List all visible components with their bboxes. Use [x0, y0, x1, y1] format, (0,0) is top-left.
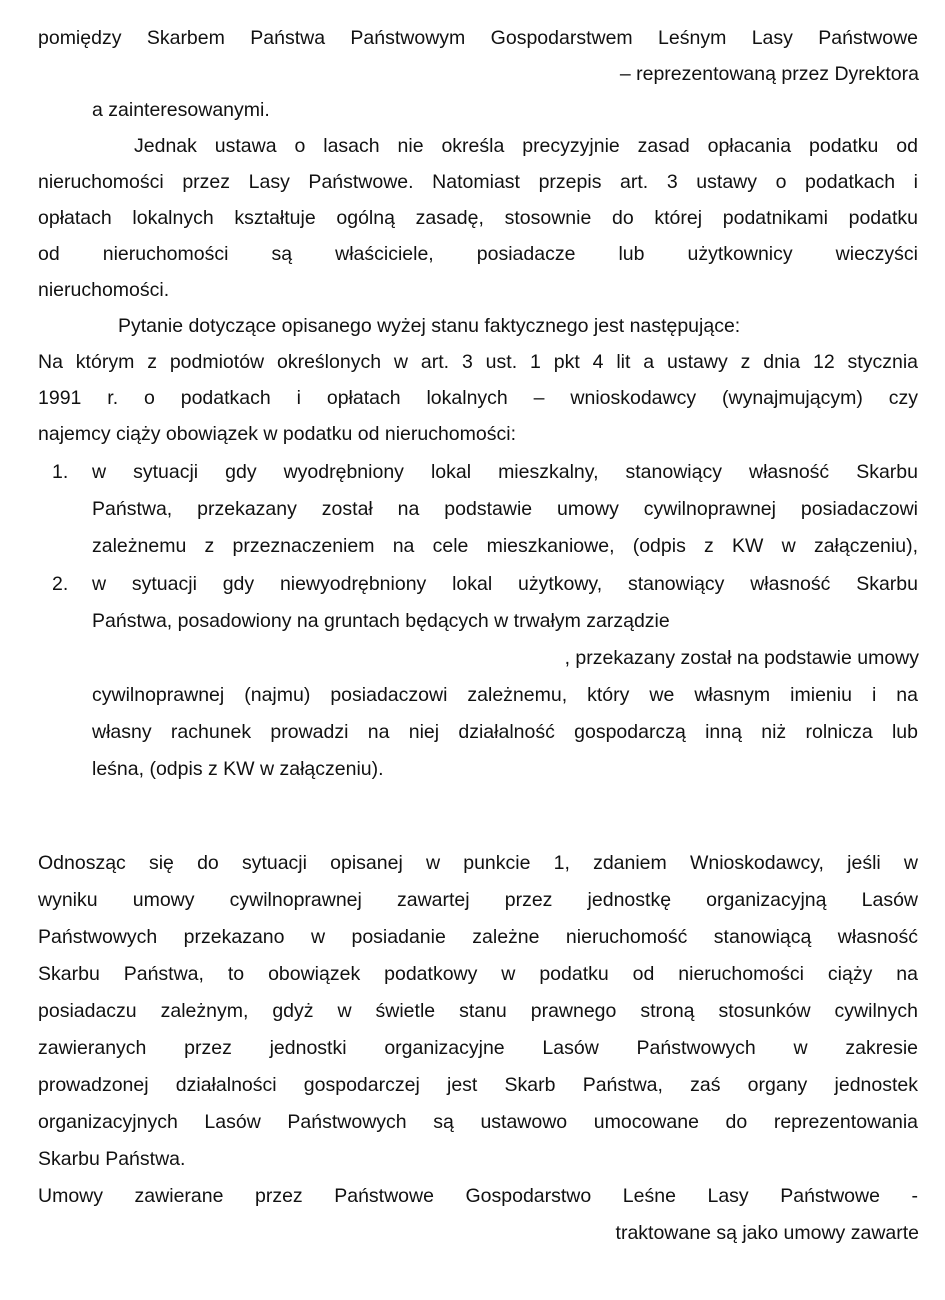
text-line: Skarbu Państwa, to obowiązek podatkowy w podatku od nieruchomości ciąży na	[38, 963, 918, 985]
text-line: Pytanie dotyczące opisanego wyżej stanu faktycznego jest następujące:	[118, 315, 741, 337]
text-line: nieruchomości.	[38, 279, 170, 301]
text-line: 1991 r. o podatkach i opłatach lokalnych – wnioskodawcy (wynajmującym) czy	[38, 387, 918, 409]
list-item-line: zależnemu z przeznaczeniem na cele mieszkaniowe, (odpis z KW w załączeniu),	[92, 535, 918, 557]
text-line: Odnosząc się do sytuacji opisanej w punkcie 1, zdaniem Wnioskodawcy, jeśli w	[38, 852, 918, 874]
text-line: – reprezentowaną przez Dyrektora	[619, 63, 919, 85]
text-line: wyniku umowy cywilnoprawnej zawartej przez jednostkę organizacyjną Lasów	[38, 889, 918, 911]
list-item-line: Państwa, posadowiony na gruntach będących w trwałym zarządzie	[92, 610, 670, 632]
list-item-line: w sytuacji gdy wyodrębniony lokal mieszkalny, stanowiący własność Skarbu	[92, 461, 918, 483]
text-line: organizacyjnych Lasów Państwowych są ustawowo umocowane do reprezentowania	[38, 1111, 918, 1133]
text-line: Na którym z podmiotów określonych w art. 3 ust. 1 pkt 4 lit a ustawy z dnia 12 stycznia	[38, 351, 918, 373]
text-line: najemcy ciąży obowiązek w podatku od nieruchomości:	[38, 423, 516, 445]
list-item-line: w sytuacji gdy niewyodrębniony lokal użytkowy, stanowiący własność Skarbu	[92, 573, 918, 595]
text-line: nieruchomości przez Lasy Państwowe. Natomiast przepis art. 3 ustawy o podatkach i	[38, 171, 918, 193]
text-line: prowadzonej działalności gospodarczej jest Skarb Państwa, zaś organy jednostek	[38, 1074, 918, 1096]
text-line: traktowane są jako umowy zawarte	[615, 1222, 919, 1244]
list-item-line: cywilnoprawnej (najmu) posiadaczowi zależnemu, który we własnym imieniu i na	[92, 684, 918, 706]
list-item-line: , przekazany został na podstawie umowy	[564, 647, 919, 669]
list-item-line: Państwa, przekazany został na podstawie umowy cywilnoprawnej posiadaczowi	[92, 498, 918, 520]
text-line: Umowy zawierane przez Państwowe Gospodarstwo Leśne Lasy Państwowe -	[38, 1185, 918, 1207]
text-line: pomiędzy Skarbem Państwa Państwowym Gospodarstwem Leśnym Lasy Państwowe	[38, 27, 918, 49]
list-item-line: własny rachunek prowadzi na niej działalność gospodarczą inną niż rolnicza lub	[92, 721, 918, 743]
text-line: Państwowych przekazano w posiadanie zależne nieruchomość stanowiącą własność	[38, 926, 918, 948]
list-number: 2.	[52, 573, 69, 595]
text-line: zawieranych przez jednostki organizacyjne Lasów Państwowych w zakresie	[38, 1037, 918, 1059]
text-line: od nieruchomości są właściciele, posiadacze lub użytkownicy wieczyści	[38, 243, 918, 265]
list-item-line: leśna, (odpis z KW w załączeniu).	[92, 758, 384, 780]
text-line: opłatach lokalnych kształtuje ogólną zasadę, stosownie do której podatnikami podatku	[38, 207, 918, 229]
text-line: Skarbu Państwa.	[38, 1148, 186, 1170]
text-line: Jednak ustawa o lasach nie określa precyzyjnie zasad opłacania podatku od	[134, 135, 918, 157]
text-line: posiadaczu zależnym, gdyż w świetle stanu prawnego stroną stosunków cywilnych	[38, 1000, 918, 1022]
list-number: 1.	[52, 461, 69, 483]
text-line: a zainteresowanymi.	[92, 99, 270, 121]
